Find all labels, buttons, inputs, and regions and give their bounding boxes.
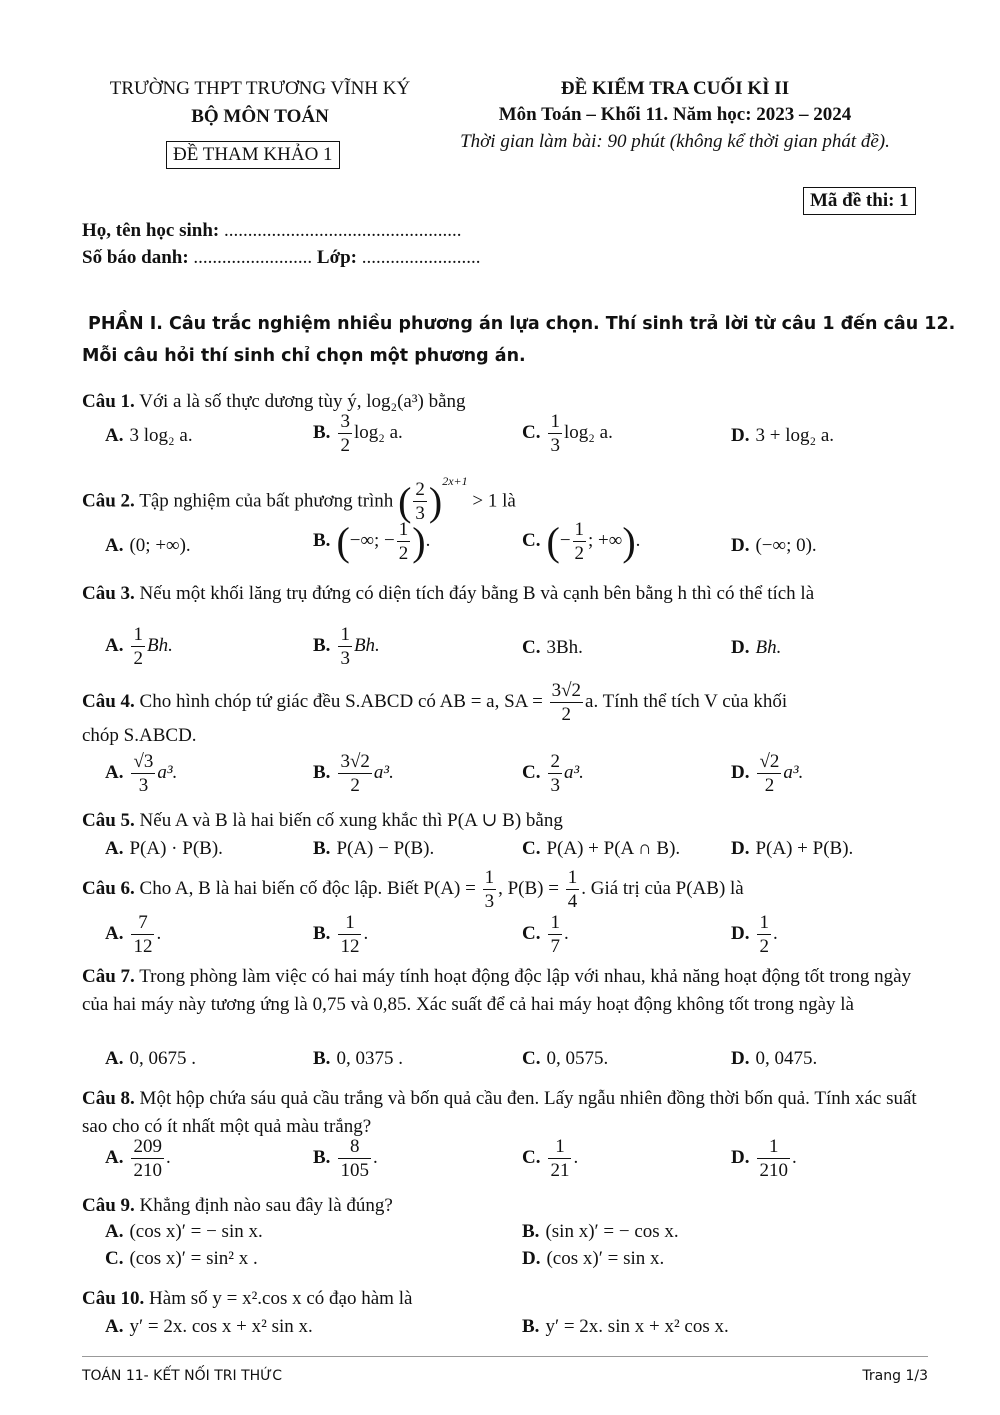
footer-divider — [82, 1356, 928, 1357]
paren-close: ) — [412, 519, 426, 564]
student-name-line — [82, 220, 462, 242]
exponent: 2x+1 — [442, 474, 468, 488]
denominator: 3 — [340, 648, 350, 669]
q8-option-a[interactable] — [105, 1137, 171, 1180]
paren-open: ( — [398, 478, 412, 524]
denominator: 3 — [415, 503, 425, 525]
q9-option-c[interactable] — [105, 1248, 258, 1270]
q3-option-a[interactable] — [105, 625, 173, 668]
class-dots: ......................... — [361, 247, 481, 268]
question-5 — [82, 807, 928, 835]
fraction — [548, 1137, 571, 1180]
q5-option-c[interactable] — [522, 838, 680, 860]
denominator: 21 — [550, 1160, 570, 1181]
question-mid: , P(B) = — [498, 877, 559, 899]
student-id-line — [82, 247, 481, 269]
q7-option-a[interactable] — [105, 1048, 196, 1070]
subject-year: Môn Toán – Khối 11. Năm học: 2023 – 2024 — [498, 104, 852, 125]
numerator: 2 — [415, 479, 425, 501]
question-text: Tập nghiệm của bất phương trình — [139, 490, 394, 512]
section-note: Mỗi câu hỏi thí sinh chỉ chọn một phương án. — [82, 346, 526, 366]
q8-option-c[interactable] — [522, 1137, 578, 1180]
option-text: 0, 0675 . — [129, 1048, 196, 1069]
option-label: C. — [522, 838, 541, 859]
period: . — [156, 922, 162, 944]
numerator: 1 — [550, 912, 560, 933]
denominator: 3 — [484, 891, 495, 912]
q5-option-b[interactable] — [313, 838, 434, 860]
option-label: A. — [105, 634, 124, 656]
q1-option-b[interactable] — [313, 412, 403, 455]
q6-option-c[interactable] — [522, 913, 569, 956]
question-number: Câu 1. — [82, 391, 135, 412]
paren-open: ( — [336, 519, 350, 564]
option-label: C. — [522, 922, 541, 944]
question-text: Với a là số thực dương tùy ý, log₂(a³) bằng — [139, 391, 466, 412]
question-number: Câu 7. — [82, 966, 135, 987]
exam-time: Thời gian làm bài: 90 phút (không kể thời gian phát đề). — [460, 131, 890, 152]
question-number: Câu 5. — [82, 810, 135, 831]
fraction — [757, 913, 771, 956]
footer-left: TOÁN 11- KẾT NỐI TRI THỨC — [82, 1368, 282, 1384]
minus-sign: − — [559, 529, 571, 551]
option-label: C. — [522, 529, 541, 551]
period: . — [772, 922, 778, 944]
paren-close: ) — [428, 478, 443, 524]
student-id-dots: ......................... — [193, 247, 313, 268]
period: . — [563, 922, 569, 944]
question-text: Cho A, B là hai biến cố độc lập. Biết P(A) = — [139, 877, 476, 899]
numerator: 3√2 — [340, 751, 370, 772]
fraction — [548, 913, 562, 956]
period: . — [372, 1146, 378, 1168]
option-label: B. — [313, 529, 331, 551]
question-10 — [82, 1285, 928, 1313]
exam-type-box: ĐỀ THAM KHẢO 1 — [166, 141, 340, 169]
option-label: A. — [105, 1221, 124, 1242]
numerator: 1 — [550, 411, 560, 432]
q4-option-d[interactable] — [731, 752, 803, 795]
denominator: 4 — [567, 891, 578, 912]
fraction — [550, 681, 583, 724]
question-4 — [82, 681, 787, 724]
option-text: P(A) − P(B). — [336, 838, 435, 859]
fraction — [338, 625, 352, 668]
option-text: a³. — [563, 761, 584, 783]
option-label: B. — [313, 1048, 331, 1069]
denominator: 12 — [133, 936, 153, 957]
option-text: P(A) · P(B). — [129, 838, 223, 859]
paren-open: ( — [546, 519, 560, 564]
fraction — [131, 625, 145, 668]
question-tail: a. Tính thể tích V của khối — [585, 690, 788, 712]
question-6 — [82, 868, 744, 911]
numerator: 1 — [398, 519, 409, 540]
fraction — [131, 1137, 164, 1180]
question-text: Hàm số y = x².cos x có đạo hàm là — [149, 1288, 413, 1309]
option-label: B. — [313, 421, 331, 443]
option-label: C. — [522, 637, 541, 658]
q7-option-d[interactable] — [731, 1048, 817, 1070]
page-number: Trang 1/3 — [862, 1368, 928, 1384]
option-text: log₂ a. — [353, 421, 403, 443]
numerator: √3 — [133, 751, 154, 772]
fraction — [757, 752, 781, 795]
q9-option-d[interactable] — [522, 1248, 664, 1270]
q3-option-d[interactable] — [731, 637, 781, 659]
q9-option-b[interactable] — [522, 1221, 679, 1243]
question-tail: . Giá trị của P(AB) là — [581, 877, 744, 899]
option-label: A. — [105, 535, 124, 556]
denominator: 2 — [759, 936, 769, 957]
numerator: 1 — [574, 519, 585, 540]
option-text: (cos x)′ = sin² x . — [129, 1248, 258, 1269]
q3-option-c[interactable] — [522, 637, 583, 659]
option-label: C. — [522, 1048, 541, 1069]
option-label: D. — [731, 425, 750, 446]
q5-option-d[interactable] — [731, 838, 853, 860]
question-text: Nếu A và B là hai biến cố xung khắc thì P(A ∪ B) bằng — [139, 810, 563, 831]
student-name-dots: .................................................. — [224, 220, 462, 241]
q4-option-c[interactable] — [522, 752, 584, 795]
numerator: 1 — [548, 1137, 571, 1159]
q6-option-d[interactable] — [731, 913, 778, 956]
numerator: 1 — [484, 867, 495, 888]
option-text: 0, 0375 . — [336, 1048, 403, 1069]
denominator: 2 — [340, 435, 350, 456]
q5-option-a[interactable] — [105, 838, 223, 860]
period: . — [573, 1146, 579, 1168]
q10-option-b[interactable] — [522, 1316, 729, 1338]
section-title: PHẦN I. Câu trắc nghiệm nhiều phương án lựa chọn. Thí sinh trả lời từ câu 1 đến câu 12. — [88, 314, 956, 334]
question-9 — [82, 1192, 928, 1220]
option-text: Bh. — [353, 634, 380, 656]
period: . — [425, 529, 431, 551]
q1-option-a[interactable] — [105, 425, 193, 447]
denominator: 2 — [764, 775, 775, 796]
numerator: 209 — [133, 1136, 162, 1157]
option-text: (−∞; 0). — [755, 535, 817, 556]
student-id-label: Số báo danh: — [82, 247, 189, 268]
school-name: TRƯỜNG THPT TRƯƠNG VĨNH KÝ — [109, 78, 411, 99]
q6-option-a[interactable] — [105, 913, 161, 956]
denominator: 7 — [550, 936, 560, 957]
option-label: D. — [731, 838, 750, 859]
student-name-label: Họ, tên học sinh: — [82, 220, 220, 241]
option-label: A. — [105, 1316, 124, 1337]
fraction — [548, 752, 562, 795]
period: . — [791, 1146, 797, 1168]
question-text: Một hộp chứa sáu quả cầu trắng và bốn quả cầu đen. Lấy ngẫu nhiên đồng thời bốn quả. Tính xác suất sao cho có ít nhất một quả màu trắng? — [82, 1088, 917, 1137]
fraction — [548, 412, 562, 455]
option-label: D. — [731, 535, 750, 556]
denominator: 12 — [340, 936, 360, 957]
option-text: 0, 0475. — [755, 1048, 818, 1069]
option-text: a³. — [157, 761, 178, 783]
option-label: A. — [105, 838, 124, 859]
denominator: 2 — [561, 704, 572, 725]
denominator: 2 — [133, 648, 143, 669]
exam-code-box: Mã đề thi: 1 — [803, 187, 916, 215]
option-label: C. — [522, 761, 541, 783]
paren-close: ) — [622, 519, 636, 564]
option-label: B. — [522, 1221, 540, 1242]
option-label: D. — [731, 637, 750, 658]
question-1 — [82, 388, 928, 416]
option-text: (sin x)′ = − cos x. — [545, 1221, 679, 1242]
option-text: 3 log₂ a. — [129, 425, 193, 446]
option-text: a³. — [373, 761, 394, 783]
fraction — [573, 520, 587, 563]
option-text: 3Bh. — [546, 637, 583, 658]
denominator: 2 — [398, 543, 409, 564]
option-text: (cos x)′ = − sin x. — [129, 1221, 263, 1242]
numerator: 3√2 — [551, 680, 582, 701]
option-label: D. — [731, 1048, 750, 1069]
option-label: B. — [313, 634, 331, 656]
question-8 — [82, 1085, 928, 1141]
option-label: B. — [522, 1316, 540, 1337]
option-text: (0; +∞). — [129, 535, 191, 556]
question-2 — [82, 470, 928, 527]
option-label: C. — [522, 421, 541, 443]
question-text: Cho hình chóp tứ giác đều S.ABCD có AB = a, SA = — [139, 690, 543, 712]
fraction — [131, 913, 154, 956]
numerator: √2 — [759, 751, 780, 772]
denominator: 210 — [759, 1160, 788, 1181]
option-label: B. — [313, 761, 331, 783]
option-label: C. — [105, 1248, 124, 1269]
question-text: Trong phòng làm việc có hai máy tính hoạt động độc lập với nhau, khả năng hoạt động tốt trong ngày của hai máy này tương ứng là 0,75 và 0,85. Xác suất để cả hai máy hoạt động không tốt trong ngày là — [82, 966, 912, 1015]
fraction — [338, 913, 361, 956]
option-text: a³. — [783, 761, 804, 783]
fraction — [566, 868, 580, 911]
option-label: A. — [105, 425, 124, 446]
option-label: A. — [105, 1048, 124, 1069]
question-number: Câu 9. — [82, 1195, 135, 1216]
option-text: (cos x)′ = sin x. — [546, 1248, 665, 1269]
question-number: Câu 3. — [82, 583, 135, 604]
denominator: 2 — [574, 543, 585, 564]
option-text: 3 + log₂ a. — [755, 425, 835, 446]
denominator: 210 — [133, 1160, 162, 1181]
option-label: D. — [731, 922, 750, 944]
option-label: B. — [313, 922, 331, 944]
option-text: 0, 0575. — [546, 1048, 609, 1069]
denominator: 2 — [350, 775, 360, 796]
question-text: Khẳng định nào sau đây là đúng? — [139, 1195, 393, 1216]
q8-option-b[interactable] — [313, 1137, 378, 1180]
numerator: 8 — [338, 1137, 371, 1159]
fraction — [397, 520, 411, 563]
fraction — [757, 1137, 790, 1180]
denominator: 3 — [550, 775, 560, 796]
q2-option-b[interactable] — [313, 518, 430, 565]
option-text: P(A) + P(B). — [755, 838, 854, 859]
denominator: 3 — [550, 435, 560, 456]
numerator: 7 — [131, 913, 154, 935]
q1-option-c[interactable] — [522, 412, 613, 455]
q8-option-d[interactable] — [731, 1137, 797, 1180]
option-label: A. — [105, 761, 124, 783]
fraction — [338, 412, 352, 455]
question-number: Câu 8. — [82, 1088, 135, 1109]
option-label: C. — [522, 1146, 541, 1168]
numerator: 1 — [567, 867, 578, 888]
option-text: y′ = 2x. cos x + x² sin x. — [129, 1316, 313, 1337]
q2-option-a[interactable] — [105, 535, 191, 557]
period: . — [165, 1146, 171, 1168]
question-7 — [82, 963, 928, 1019]
option-label: B. — [313, 1146, 331, 1168]
period: . — [363, 922, 369, 944]
q4-option-b[interactable] — [313, 752, 394, 795]
q4-option-a[interactable] — [105, 752, 177, 795]
option-text: Bh. — [755, 637, 782, 658]
class-label: Lớp: — [316, 247, 358, 268]
question-tail: > 1 là — [472, 490, 516, 512]
option-text: y′ = 2x. sin x + x² cos x. — [545, 1316, 729, 1337]
fraction — [483, 868, 497, 911]
option-text: ; +∞ — [588, 529, 623, 551]
question-3 — [82, 580, 928, 608]
q7-option-c[interactable] — [522, 1048, 608, 1070]
q7-option-b[interactable] — [313, 1048, 403, 1070]
option-label: D. — [522, 1248, 541, 1269]
q3-option-b[interactable] — [313, 625, 380, 668]
option-label: D. — [731, 761, 750, 783]
exam-title: ĐỀ KIỂM TRA CUỐI KÌ II — [560, 78, 790, 99]
question-text: Nếu một khối lăng trụ đứng có diện tích đáy bằng B và cạnh bên bằng h thì có thể tích là — [139, 583, 815, 604]
option-text: Bh. — [146, 634, 173, 656]
option-label: A. — [105, 922, 124, 944]
option-label: B. — [313, 838, 331, 859]
department-name: BỘ MÔN TOÁN — [191, 106, 329, 127]
fraction — [338, 1137, 371, 1180]
fraction — [338, 752, 371, 795]
fraction — [131, 752, 155, 795]
numerator: 3 — [340, 411, 350, 432]
numerator: 1 — [338, 913, 361, 935]
numerator: 2 — [550, 751, 560, 772]
q10-option-a[interactable] — [105, 1316, 313, 1338]
period: . — [635, 529, 641, 551]
q2-option-c[interactable] — [522, 518, 640, 565]
question-number: Câu 4. — [82, 690, 135, 712]
option-label: A. — [105, 1146, 124, 1168]
numerator: 1 — [340, 624, 350, 645]
numerator: 1 — [759, 912, 769, 933]
numerator: 1 — [757, 1137, 790, 1159]
question-number: Câu 2. — [82, 490, 135, 512]
option-text: P(A) + P(A ∩ B). — [546, 838, 681, 859]
question-number: Câu 10. — [82, 1288, 145, 1309]
q1-option-d[interactable] — [731, 425, 834, 447]
q6-option-b[interactable] — [313, 913, 368, 956]
q9-option-a[interactable] — [105, 1221, 263, 1243]
option-text: log₂ a. — [563, 421, 613, 443]
numerator: 1 — [133, 624, 143, 645]
question-number: Câu 6. — [82, 877, 135, 899]
q2-option-d[interactable] — [731, 535, 817, 557]
option-text: −∞; − — [349, 529, 395, 551]
option-label: D. — [731, 1146, 750, 1168]
question-4-line2: chóp S.ABCD. — [82, 725, 197, 746]
denominator: 105 — [340, 1160, 369, 1181]
denominator: 3 — [138, 775, 149, 796]
